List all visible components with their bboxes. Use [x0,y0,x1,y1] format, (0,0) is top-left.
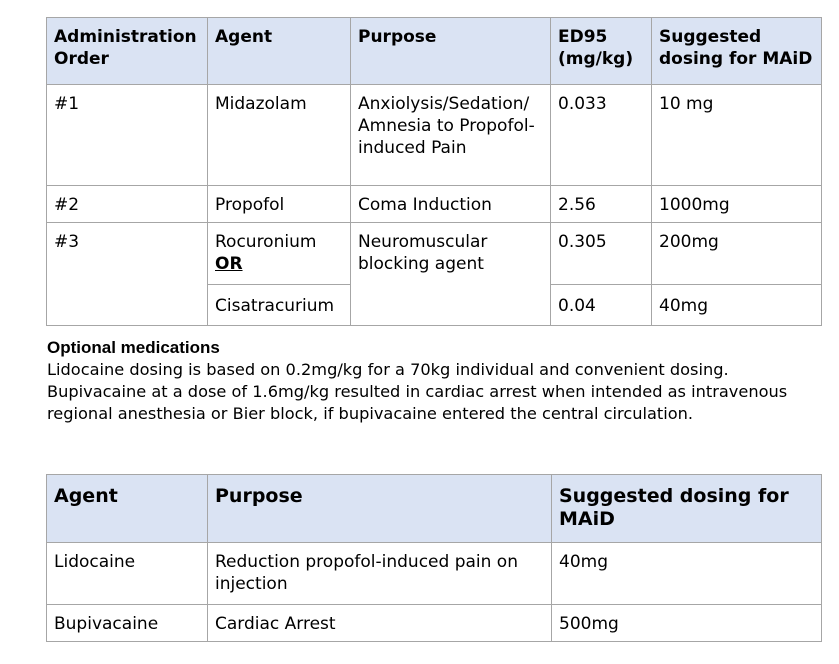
dosing-cell: 500mg [552,605,822,642]
optional-medications-table [46,474,822,642]
purpose-cell: Cardiac Arrest [208,605,552,642]
administration-table [46,17,822,326]
table-row [47,85,822,186]
optional-medications-title: Optional medications [47,338,220,357]
header-ed95: ED95 (mg/kg) [551,18,652,85]
purpose-cell: Coma Induction [351,186,551,223]
agent-cell: Bupivacaine [47,605,208,642]
header-suggested-dosing: Suggested dosing for MAiD [552,475,822,543]
purpose-cell: Anxiolysis/Sedation/ Amnesia to Propofol-induced Pain [351,85,551,186]
agent-cell: Cisatracurium [208,285,351,326]
dosing-cell: 200mg [652,223,822,285]
table-row [47,186,822,223]
dosing-cell: 40mg [652,285,822,326]
dosing-cell: 10 mg [652,85,822,186]
order-cell: #2 [47,186,208,223]
header-suggested-dosing: Suggested dosing for MAiD [652,18,822,85]
header-purpose: Purpose [351,18,551,85]
header-agent: Agent [208,18,351,85]
optional-medications-text: Lidocaine dosing is based on 0.2mg/kg for a 70kg individual and convenient dosing. Bupivacaine at a dose of 1.6mg/kg resulted in cardiac arrest when intended as intravenous regional anesthesia or Bier block, if bupivacaine entered the central circulation. [47,360,788,423]
table-header-row [47,475,822,543]
table-row [47,543,822,605]
order-cell: #3 [47,223,208,326]
ed95-cell: 0.305 [551,223,652,285]
ed95-cell: 0.04 [551,285,652,326]
agent-cell: Midazolam [208,85,351,186]
header-administration-order: Administration Order [47,18,208,85]
ed95-cell: 0.033 [551,85,652,186]
table-row [47,223,822,285]
agent-name: Rocuronium [215,232,317,252]
table-row [47,605,822,642]
header-purpose: Purpose [208,475,552,543]
agent-connector: OR [215,254,243,274]
dosing-cell: 1000mg [652,186,822,223]
table-header-row [47,18,822,85]
agent-cell: Propofol [208,186,351,223]
dosing-cell: 40mg [552,543,822,605]
agent-cell: Lidocaine [47,543,208,605]
agent-cell [208,223,351,285]
order-cell: #1 [47,85,208,186]
purpose-cell: Neuromuscular blocking agent [351,223,551,326]
optional-medications-section [47,337,827,425]
header-agent: Agent [47,475,208,543]
ed95-cell: 2.56 [551,186,652,223]
purpose-cell: Reduction propofol-induced pain on injection [208,543,552,605]
